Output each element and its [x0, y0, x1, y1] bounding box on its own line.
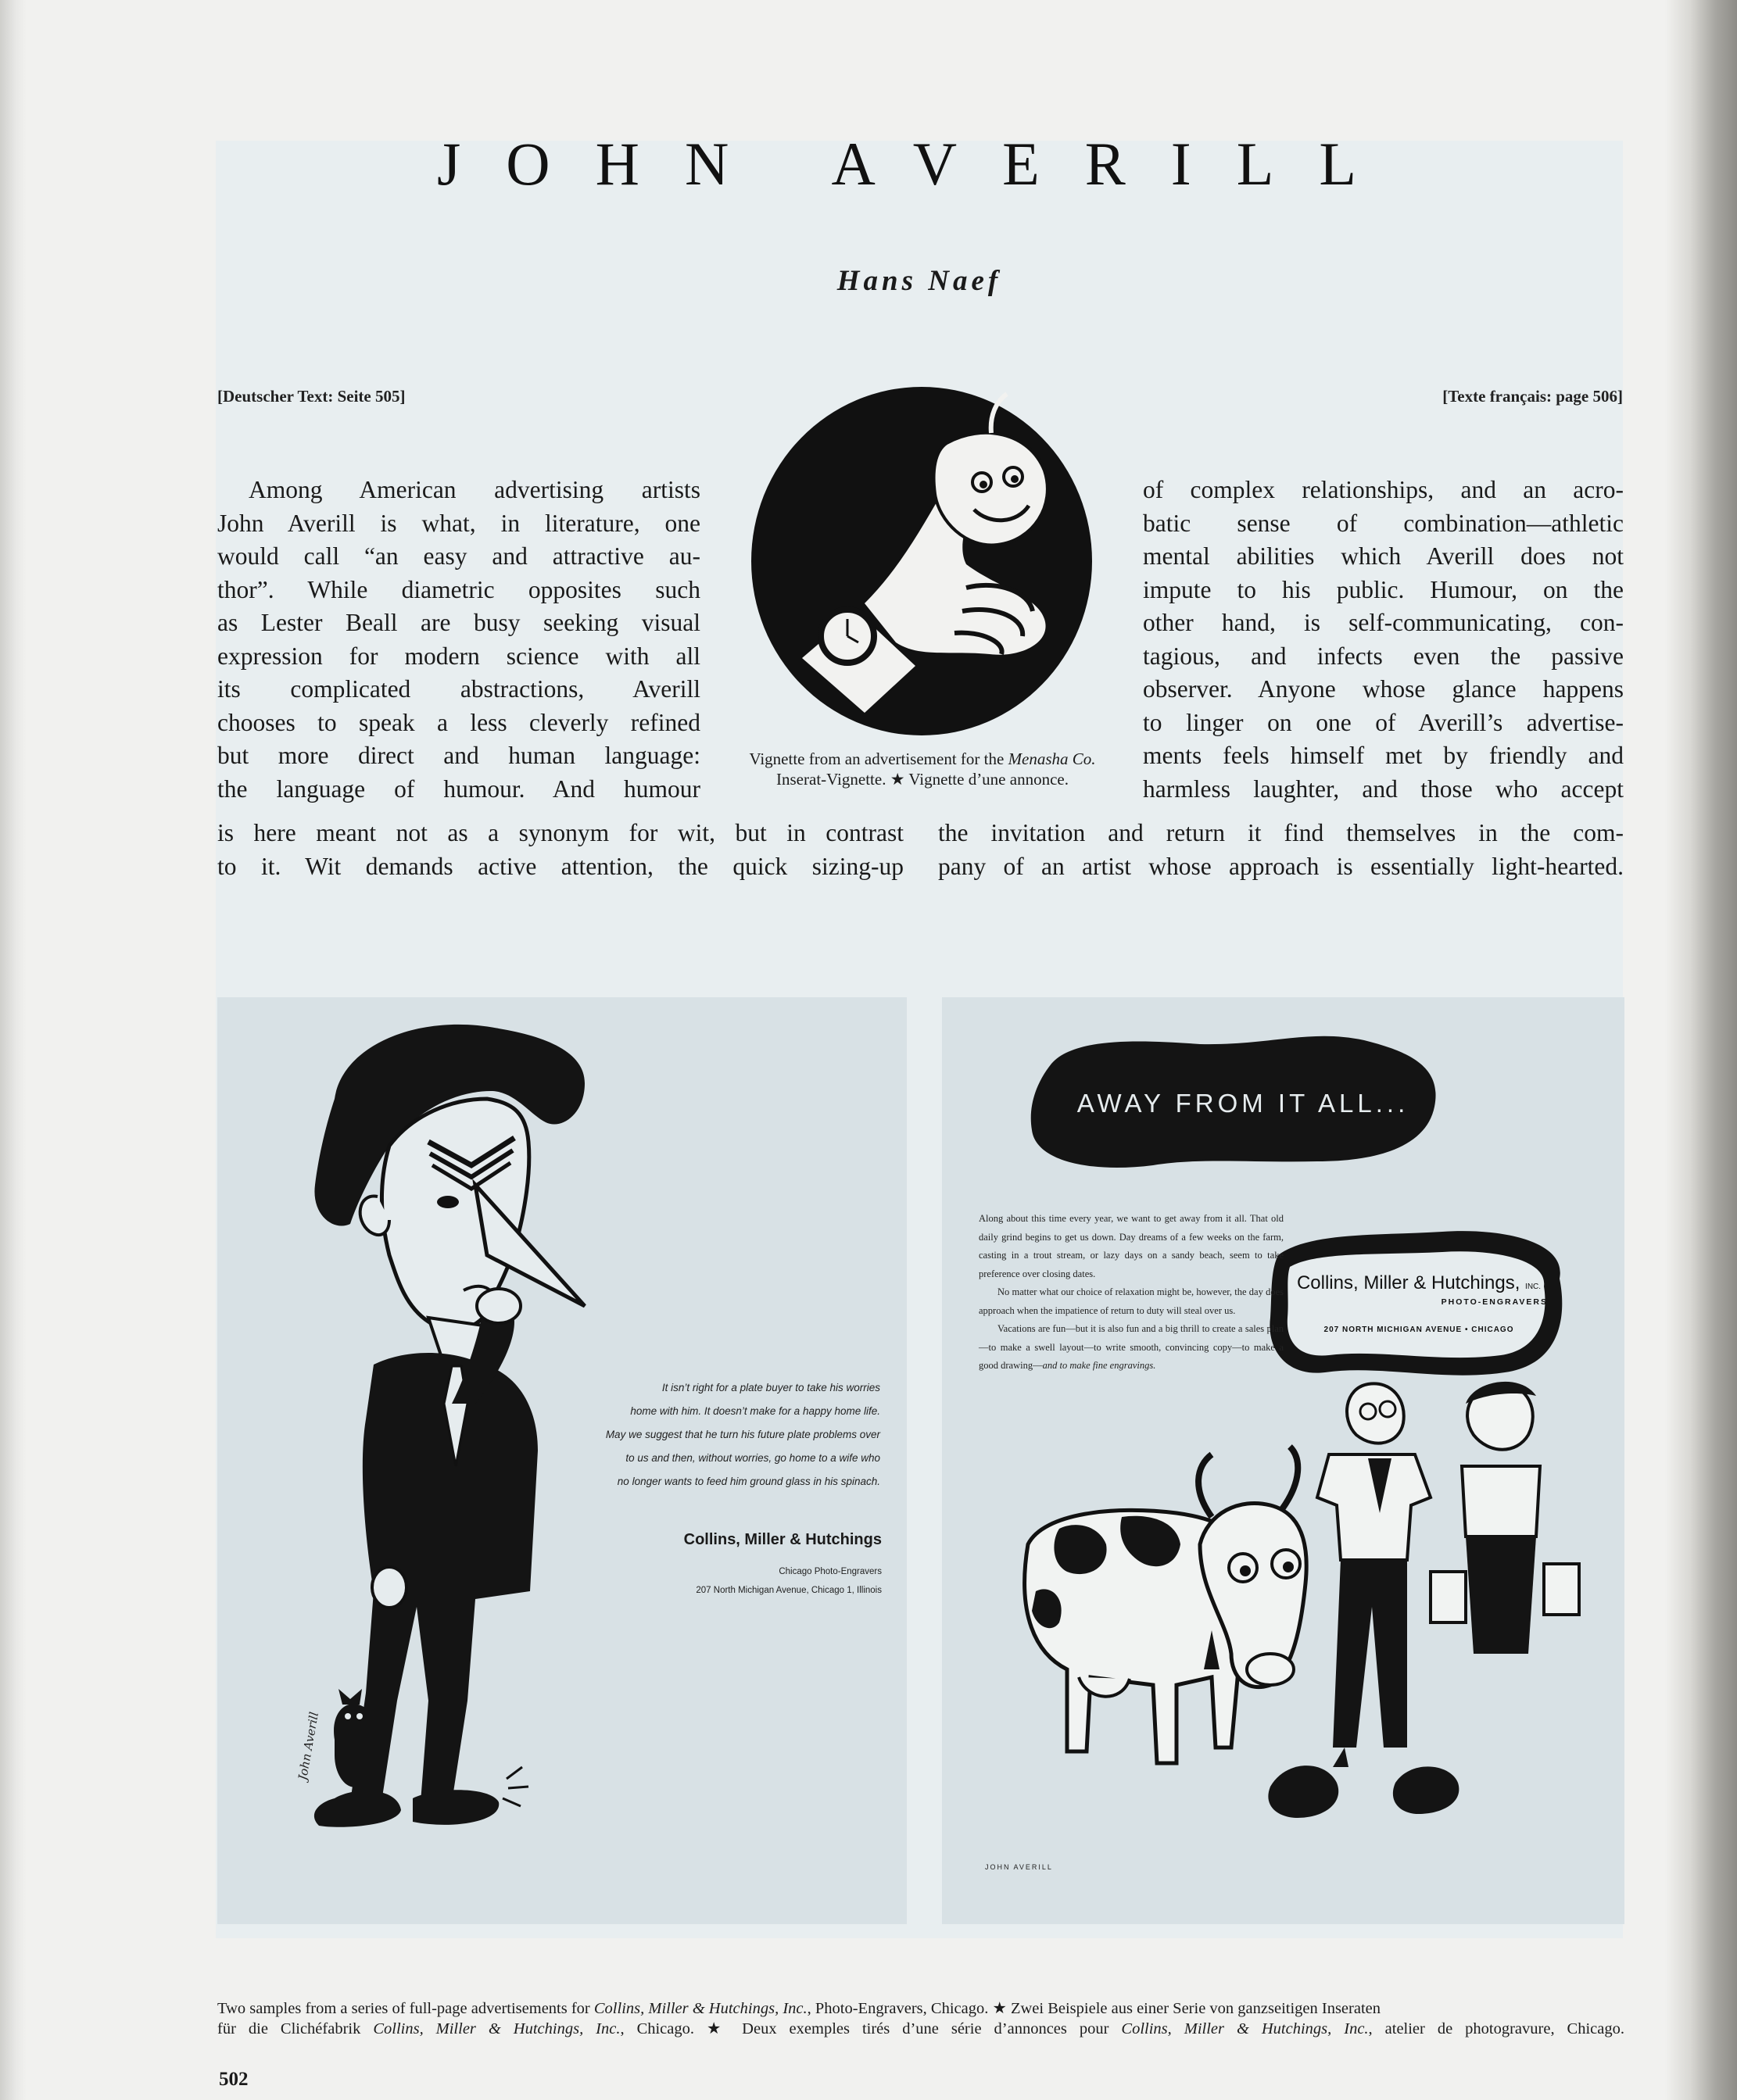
advertiser-name: Collins, Miller & Hutchings — [683, 1531, 882, 1548]
body-line: batic sense of combination—athletic — [1143, 509, 1624, 537]
advertiser-address: 207 NORTH MICHIGAN AVENUE • CHICAGO — [1323, 1325, 1514, 1334]
page-number: 502 — [219, 2069, 249, 2090]
body-line: Among American advertising artists — [249, 476, 700, 503]
ad-body-copy — [979, 1210, 1284, 1376]
body-line: of complex relationships, and an acro- — [1143, 476, 1624, 503]
ad-paragraph-emphasis: and to make fine engravings. — [1042, 1360, 1156, 1371]
body-line: expression for modern science with all — [217, 642, 700, 670]
advertiser-suffix: INC. — [1525, 1283, 1542, 1291]
body-line: thor”. While diametric opposites such — [217, 575, 700, 603]
body-line: harmless laughter, and those who accept — [1143, 775, 1624, 803]
page-edge-right — [1665, 0, 1737, 2100]
ad-copy — [507, 1376, 880, 1494]
ad-copy-line: It isn’t right for a plate buyer to take his worries — [661, 1382, 880, 1393]
caption-text: , Chicago. ★ Deux exemples tirés d’une série d’annonces pour — [620, 2020, 1122, 2037]
advertiser-trade: PHOTO-ENGRAVERS — [1441, 1297, 1548, 1307]
body-line: to linger on one of Averill’s advertise- — [1143, 708, 1624, 736]
advertisement-away-from-it-all — [942, 997, 1624, 1924]
advertisement-worried-buyer — [217, 997, 907, 1924]
body-column-left — [217, 474, 700, 806]
advertiser-name: Collins, Miller & Hutchings, — [1296, 1272, 1520, 1293]
figure-caption — [217, 1998, 1624, 2039]
body-line: its complicated abstractions, Averill — [217, 675, 700, 703]
french-text-reference: [Texte français: page 506] — [1442, 387, 1623, 406]
body-line: is here meant not as a synonym for wit, but in contrast — [217, 819, 904, 846]
caption-text: , Photo-Engravers, Chicago. ★ Zwei Beispiele aus einer Serie von ganzseitigen Inseraten — [807, 2000, 1381, 2017]
advertiser-name-line — [1290, 1272, 1548, 1294]
caption-company: Collins, Miller & Hutchings, Inc. — [1121, 2020, 1369, 2037]
vignette-caption-translations: Inserat-Vignette. ★ Vignette d’une annonce. — [776, 770, 1069, 789]
body-line: ments feels himself met by friendly and — [1143, 742, 1624, 769]
caption-line-2 — [217, 2019, 1624, 2039]
body-line: other hand, is self-communicating, con- — [1143, 609, 1624, 636]
farm-scene-illustration — [942, 997, 1624, 1924]
ad-paragraph: No matter what our choice of relaxation might be, however, the day does approach when the impatience of return to duty will steal over us. — [979, 1286, 1284, 1316]
article-author: Hans Naef — [836, 265, 1002, 297]
ad-copy-line: no longer wants to feed him ground glass in his spinach. — [617, 1476, 880, 1487]
body-line: mental abilities which Averill does not — [1143, 542, 1624, 570]
body-column-right — [1143, 474, 1624, 806]
body-line: to it. Wit demands active attention, the quick sizing-up — [217, 852, 904, 880]
caption-text: , atelier de photogravure, Chicago. — [1368, 2020, 1624, 2037]
body-line: the language of humour. And humour — [217, 775, 700, 803]
body-line: pany of an artist whose approach is essentially light-hearted. — [938, 852, 1624, 880]
artist-signature: John Averill — [295, 1711, 322, 1782]
ad-paragraph-text: Vacations are fun—but it is also fun and a big thrill to create a sales plan—to make a swell layout—to write smooth, convincing copy—to make a good drawing— — [979, 1323, 1284, 1371]
body-line: would call “an easy and attractive au- — [217, 542, 700, 570]
body-bottom-right — [938, 817, 1624, 883]
caption-text: für die Clichéfabrik — [217, 2020, 374, 2037]
ad-headline: AWAY FROM IT ALL... — [1076, 1089, 1409, 1118]
caption-text: Two samples from a series of full-page advertisements for — [217, 2000, 594, 2017]
ad-paragraph — [979, 1320, 1284, 1376]
page-gutter-left — [0, 0, 27, 2100]
body-bottom-left — [217, 817, 904, 883]
body-line: observer. Anyone whose glance happens — [1143, 675, 1624, 703]
menasha-vignette-illustration — [747, 385, 1096, 738]
vignette-caption-client: Menasha Co. — [1008, 749, 1096, 768]
vignette-caption — [711, 749, 1134, 789]
body-line: impute to his public. Humour, on the — [1143, 575, 1624, 603]
caption-company: Collins, Miller & Hutchings, Inc. — [593, 2000, 808, 2017]
body-line: John Averill is what, in literature, one — [217, 509, 700, 537]
advertiser-block — [1290, 1272, 1548, 1334]
body-line: chooses to speak a less cleverly refined — [217, 708, 700, 736]
advertiser-street: 207 North Michigan Avenue, Chicago 1, Illinois — [696, 1586, 882, 1595]
german-text-reference: [Deutscher Text: Seite 505] — [217, 387, 406, 406]
article-title: JOHN AVERILL — [436, 130, 1402, 198]
advertiser-subtitle: Chicago Photo-Engravers — [779, 1567, 882, 1576]
artist-signature: JOHN AVERILL — [985, 1863, 1053, 1871]
ad-copy-line: May we suggest that he turn his future plate problems over — [605, 1429, 880, 1440]
vignette-caption-text: Vignette from an advertisement for the — [749, 749, 1008, 768]
ad-paragraph: Along about this time every year, we want to get away from it all. That old daily grind begins to get us down. Day dreams of a few weeks on the farm, casting in a trout stream, or lazy days on a sandy beach, seem to take preference over closing dates. — [979, 1213, 1284, 1279]
body-line: but more direct and human language: — [217, 742, 700, 769]
body-line: as Lester Beall are busy seeking visual — [217, 609, 700, 636]
caption-company: Collins, Miller & Hutchings, Inc. — [373, 2020, 621, 2037]
advertiser-address — [655, 1562, 882, 1600]
ad-copy-line: to us and then, without worries, go home to a wife who — [625, 1452, 880, 1464]
body-line: tagious, and infects even the passive — [1143, 642, 1624, 670]
ad-copy-line: home with him. It doesn’t make for a happy home life. — [630, 1405, 880, 1417]
body-line: the invitation and return it find themselves in the com- — [938, 819, 1624, 846]
